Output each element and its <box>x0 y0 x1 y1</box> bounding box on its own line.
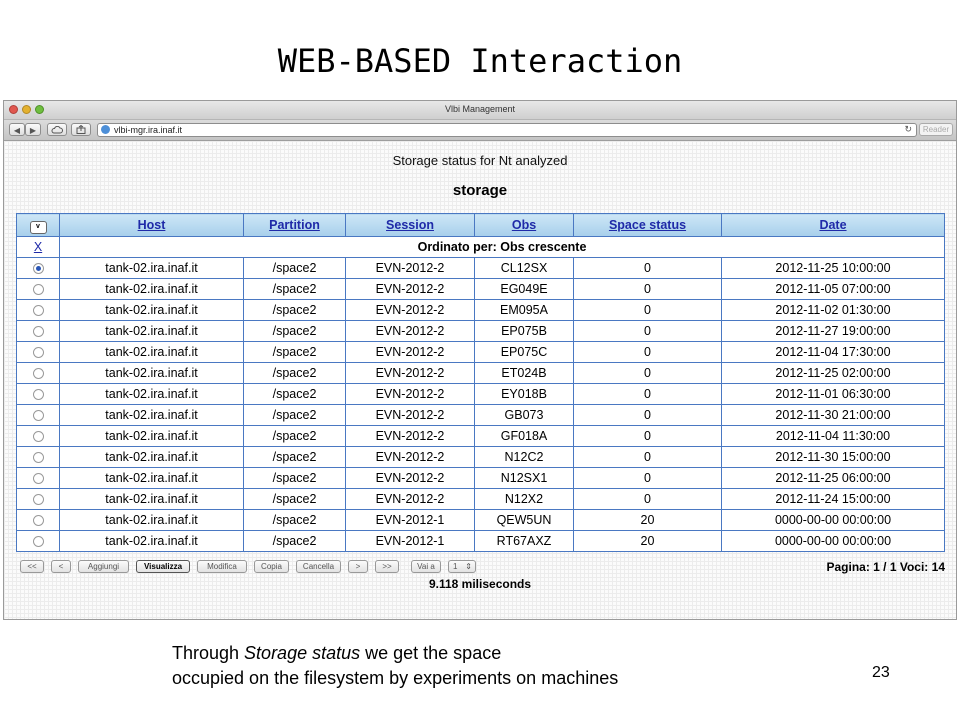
table-row[interactable] <box>17 342 945 363</box>
cell-date: 2012-11-25 02:00:00 <box>722 363 945 384</box>
row-select-cell <box>17 447 60 468</box>
cell-partition: /space2 <box>244 531 346 552</box>
table-row[interactable] <box>17 405 945 426</box>
row-radio-button[interactable] <box>33 326 44 337</box>
goto-page-button[interactable]: Vai a <box>411 560 441 573</box>
cell-space: 0 <box>574 321 722 342</box>
reader-button[interactable]: Reader <box>919 123 953 136</box>
table-row[interactable] <box>17 510 945 531</box>
cell-obs: EP075C <box>475 342 574 363</box>
row-radio-button[interactable] <box>33 431 44 442</box>
browser-window <box>3 100 957 620</box>
column-header-date[interactable] <box>722 214 945 237</box>
cell-partition: /space2 <box>244 405 346 426</box>
cell-session: EVN-2012-2 <box>346 279 475 300</box>
row-radio-button[interactable] <box>33 515 44 526</box>
table-row[interactable] <box>17 321 945 342</box>
cell-obs: GB073 <box>475 405 574 426</box>
caption-line1-pre: Through <box>172 643 245 663</box>
cell-date: 2012-11-01 06:30:00 <box>722 384 945 405</box>
table-row[interactable] <box>17 279 945 300</box>
cell-host: tank-02.ira.inaf.it <box>60 510 244 531</box>
cell-partition: /space2 <box>244 384 346 405</box>
cell-space: 0 <box>574 279 722 300</box>
cell-partition: /space2 <box>244 489 346 510</box>
cell-host: tank-02.ira.inaf.it <box>60 363 244 384</box>
clear-sort-link[interactable]: X <box>33 240 43 254</box>
cell-host: tank-02.ira.inaf.it <box>60 258 244 279</box>
row-select-cell <box>17 321 60 342</box>
cell-space: 0 <box>574 342 722 363</box>
cell-date: 2012-11-24 15:00:00 <box>722 489 945 510</box>
browser-toolbar <box>4 120 956 141</box>
table-header-row <box>17 214 945 237</box>
cell-session: EVN-2012-2 <box>346 426 475 447</box>
cell-session: EVN-2012-2 <box>346 447 475 468</box>
edit-button[interactable]: Modifica <box>197 560 247 573</box>
cell-host: tank-02.ira.inaf.it <box>60 321 244 342</box>
row-radio-button[interactable] <box>33 284 44 295</box>
cell-date: 0000-00-00 00:00:00 <box>722 531 945 552</box>
cell-host: tank-02.ira.inaf.it <box>60 447 244 468</box>
cell-obs: N12SX1 <box>475 468 574 489</box>
row-select-cell <box>17 531 60 552</box>
cell-space: 0 <box>574 363 722 384</box>
cell-host: tank-02.ira.inaf.it <box>60 489 244 510</box>
storage-table <box>16 213 945 552</box>
pager-toolbar <box>16 560 945 576</box>
page-content <box>4 141 956 619</box>
row-radio-button[interactable] <box>33 263 44 274</box>
cell-session: EVN-2012-2 <box>346 489 475 510</box>
table-row[interactable] <box>17 300 945 321</box>
cell-session: EVN-2012-1 <box>346 531 475 552</box>
cell-session: EVN-2012-2 <box>346 405 475 426</box>
sort-link-date[interactable]: Date <box>819 218 847 232</box>
caption-line-2: occupied on the filesystem by experiments on machines <box>172 668 619 688</box>
cell-host: tank-02.ira.inaf.it <box>60 531 244 552</box>
copy-button[interactable]: Copia <box>254 560 289 573</box>
cell-obs: EM095A <box>475 300 574 321</box>
caption-line1-emphasis: Storage status <box>244 643 361 663</box>
cell-session: EVN-2012-2 <box>346 363 475 384</box>
cell-space: 0 <box>574 405 722 426</box>
reload-icon[interactable]: ↻ <box>904 124 912 134</box>
column-header-space-status[interactable] <box>574 214 722 237</box>
cell-obs: N12X2 <box>475 489 574 510</box>
column-header-session[interactable] <box>346 214 475 237</box>
cell-partition: /space2 <box>244 447 346 468</box>
view-button[interactable]: Visualizza <box>136 560 190 573</box>
table-row[interactable] <box>17 531 945 552</box>
row-radio-button[interactable] <box>33 347 44 358</box>
column-header-partition[interactable] <box>244 214 346 237</box>
slide-number: 23 <box>872 664 890 681</box>
table-row[interactable] <box>17 384 945 405</box>
cell-date: 2012-11-30 15:00:00 <box>722 447 945 468</box>
cell-obs: EY018B <box>475 384 574 405</box>
slide-title: WEB-BASED Interaction <box>277 42 683 80</box>
cell-partition: /space2 <box>244 342 346 363</box>
cell-date: 2012-11-04 17:30:00 <box>722 342 945 363</box>
row-radio-button[interactable] <box>33 452 44 463</box>
caption-line1-post: we get the space <box>360 643 502 663</box>
page-heading: storage <box>452 182 508 199</box>
cell-partition: /space2 <box>244 279 346 300</box>
add-button[interactable]: Aggiungi <box>78 560 129 573</box>
cell-obs: EP075B <box>475 321 574 342</box>
cell-space: 0 <box>574 489 722 510</box>
row-select-cell <box>17 468 60 489</box>
row-select-cell <box>17 384 60 405</box>
column-header-host[interactable] <box>60 214 244 237</box>
cell-obs: QEW5UN <box>475 510 574 531</box>
cell-session: EVN-2012-2 <box>346 321 475 342</box>
sort-link-partition[interactable]: Partition <box>269 218 320 232</box>
cell-date: 2012-11-25 06:00:00 <box>722 468 945 489</box>
cell-space: 0 <box>574 447 722 468</box>
cell-host: tank-02.ira.inaf.it <box>60 342 244 363</box>
cell-session: EVN-2012-2 <box>346 384 475 405</box>
cell-host: tank-02.ira.inaf.it <box>60 468 244 489</box>
clear-sort-cell <box>17 237 60 258</box>
cell-host: tank-02.ira.inaf.it <box>60 279 244 300</box>
cell-obs: EG049E <box>475 279 574 300</box>
cell-partition: /space2 <box>244 468 346 489</box>
cell-partition: /space2 <box>244 300 346 321</box>
cell-space: 20 <box>574 510 722 531</box>
caption-line-1 <box>172 641 618 666</box>
cell-partition: /space2 <box>244 426 346 447</box>
first-page-button[interactable]: << <box>20 560 44 573</box>
cell-partition: /space2 <box>244 363 346 384</box>
page-number-select[interactable] <box>448 560 476 573</box>
row-select-cell <box>17 405 60 426</box>
cloud-button[interactable] <box>47 123 67 136</box>
cell-partition: /space2 <box>244 510 346 531</box>
row-select-cell <box>17 342 60 363</box>
table-row[interactable] <box>17 363 945 384</box>
cell-obs: ET024B <box>475 363 574 384</box>
table-row[interactable] <box>17 258 945 279</box>
share-icon <box>76 125 86 134</box>
back-button[interactable] <box>9 123 25 136</box>
cell-obs: RT67AXZ <box>475 531 574 552</box>
stepper-icon: ⇕ <box>465 562 472 571</box>
cell-space: 20 <box>574 531 722 552</box>
column-header-obs[interactable] <box>475 214 574 237</box>
select-dropdown-button[interactable]: v <box>30 221 47 234</box>
row-select-cell <box>17 489 60 510</box>
forward-icon: ▶ <box>29 126 37 135</box>
table-row[interactable] <box>17 447 945 468</box>
sort-link-session[interactable]: Session <box>386 218 434 232</box>
cell-session: EVN-2012-2 <box>346 342 475 363</box>
row-select-cell <box>17 426 60 447</box>
sort-info-text: Ordinato per: Obs crescente <box>60 237 945 258</box>
cell-space: 0 <box>574 258 722 279</box>
url-text[interactable]: vlbi-mgr.ira.inaf.it <box>114 125 183 135</box>
row-radio-button[interactable] <box>33 389 44 400</box>
cell-space: 0 <box>574 426 722 447</box>
row-select-cell <box>17 279 60 300</box>
row-select-cell <box>17 363 60 384</box>
address-bar[interactable] <box>97 123 917 137</box>
cell-session: EVN-2012-2 <box>346 258 475 279</box>
slide-caption <box>172 641 618 691</box>
delete-button[interactable]: Cancella <box>296 560 341 573</box>
sort-link-host[interactable]: Host <box>137 218 166 232</box>
query-timing: 9.118 miliseconds <box>428 577 532 591</box>
cell-date: 0000-00-00 00:00:00 <box>722 510 945 531</box>
cell-host: tank-02.ira.inaf.it <box>60 300 244 321</box>
share-button[interactable] <box>71 123 91 136</box>
cell-session: EVN-2012-1 <box>346 510 475 531</box>
table-row[interactable] <box>17 489 945 510</box>
table-row[interactable] <box>17 426 945 447</box>
cell-host: tank-02.ira.inaf.it <box>60 384 244 405</box>
globe-icon <box>101 125 110 134</box>
row-select-cell <box>17 258 60 279</box>
row-radio-button[interactable] <box>33 305 44 316</box>
cloud-icon <box>51 126 63 134</box>
row-radio-button[interactable] <box>33 494 44 505</box>
page-subtitle: Storage status for Nt analyzed <box>392 153 568 168</box>
cell-host: tank-02.ira.inaf.it <box>60 405 244 426</box>
window-title: Vlbi Management <box>444 104 516 114</box>
cell-space: 0 <box>574 384 722 405</box>
window-titlebar <box>4 101 956 120</box>
row-radio-button[interactable] <box>33 410 44 421</box>
next-page-button[interactable]: > <box>348 560 368 573</box>
row-radio-button[interactable] <box>33 536 44 547</box>
cell-date: 2012-11-27 19:00:00 <box>722 321 945 342</box>
table-row[interactable] <box>17 468 945 489</box>
last-page-button[interactable]: >> <box>375 560 399 573</box>
row-select-cell <box>17 300 60 321</box>
cell-date: 2012-11-02 01:30:00 <box>722 300 945 321</box>
cell-partition: /space2 <box>244 258 346 279</box>
sort-info-row <box>17 237 945 258</box>
cell-obs: GF018A <box>475 426 574 447</box>
cell-partition: /space2 <box>244 321 346 342</box>
back-icon: ◀ <box>13 126 21 135</box>
row-radio-button[interactable] <box>33 473 44 484</box>
row-select-cell <box>17 510 60 531</box>
sort-link-obs[interactable]: Obs <box>511 218 537 232</box>
page-number-value: 1 <box>453 562 458 571</box>
cell-date: 2012-11-04 11:30:00 <box>722 426 945 447</box>
cell-host: tank-02.ira.inaf.it <box>60 426 244 447</box>
cell-date: 2012-11-30 21:00:00 <box>722 405 945 426</box>
row-radio-button[interactable] <box>33 368 44 379</box>
sort-link-space-status[interactable]: Space status <box>608 218 687 232</box>
cell-date: 2012-11-05 07:00:00 <box>722 279 945 300</box>
cell-space: 0 <box>574 300 722 321</box>
cell-obs: CL12SX <box>475 258 574 279</box>
prev-page-button[interactable]: < <box>51 560 71 573</box>
cell-session: EVN-2012-2 <box>346 300 475 321</box>
select-column-header <box>17 214 60 237</box>
cell-obs: N12C2 <box>475 447 574 468</box>
cell-date: 2012-11-25 10:00:00 <box>722 258 945 279</box>
cell-space: 0 <box>574 468 722 489</box>
forward-button[interactable] <box>25 123 41 136</box>
cell-session: EVN-2012-2 <box>346 468 475 489</box>
page-info: Pagina: 1 / 1 Voci: 14 <box>826 560 945 574</box>
